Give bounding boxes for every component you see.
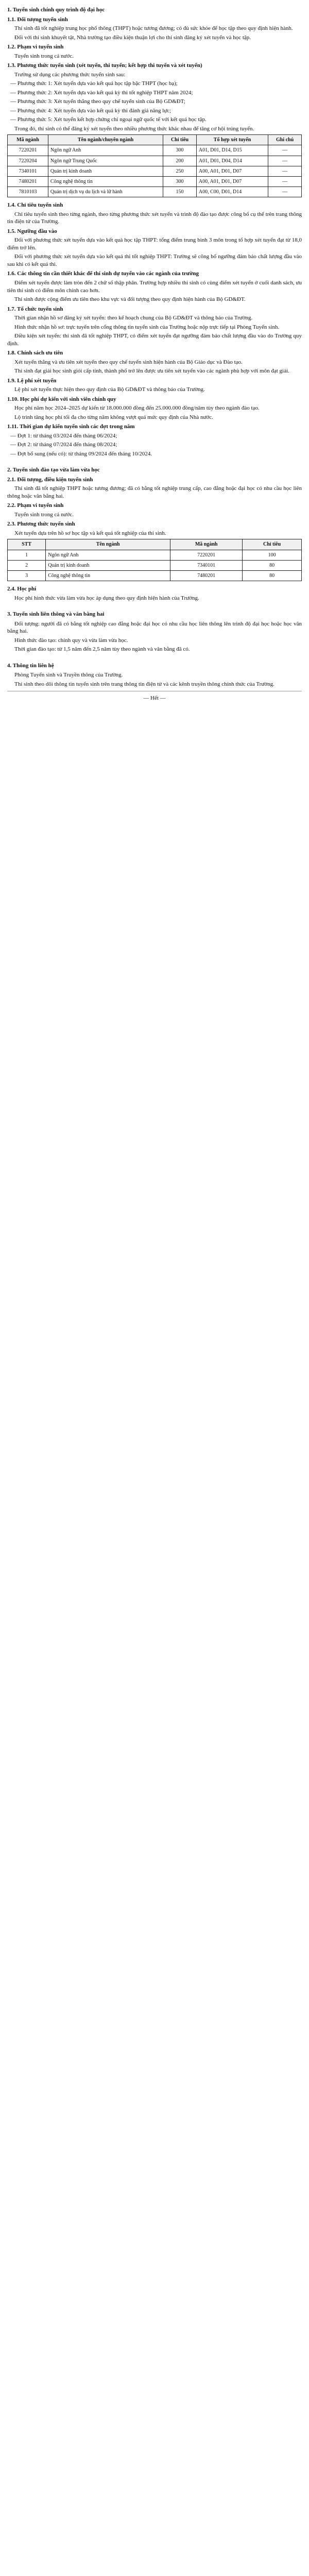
table-row — [8, 560, 302, 570]
paragraph: Phòng Tuyển sinh và Truyền thông của Trường. — [14, 672, 123, 679]
table-cell: 200 — [163, 156, 197, 166]
table-cell: — — [268, 166, 302, 176]
paragraph: Tuyển sinh trong cả nước. — [14, 53, 74, 59]
table-cell: 7220201 — [170, 550, 243, 560]
table-header-row — [8, 135, 302, 145]
table-cell: Ngôn ngữ Anh — [48, 145, 163, 156]
list-item: — Đợt bổ sung (nếu có): từ tháng 09/2024 đến tháng 10/2024. — [10, 450, 152, 457]
table-header-cell: Tên ngành/chuyên ngành — [48, 135, 163, 145]
paragraph: Xét tuyển dựa trên hồ sơ học tập và kết quả tốt nghiệp của thí sinh. — [14, 530, 166, 536]
majors-table — [7, 134, 302, 197]
table-header-cell: Tên ngành — [46, 539, 170, 550]
table-cell: 150 — [163, 187, 197, 197]
paragraph: Thời gian đào tạo: từ 1,5 năm đến 2,5 năm tùy theo ngành và văn bằng đã có. — [14, 646, 190, 653]
paragraph: Tuyển sinh trong cả nước. — [14, 511, 74, 518]
table-row — [8, 145, 302, 156]
table-cell: 80 — [243, 560, 302, 570]
part-time-majors-table — [7, 539, 302, 581]
paragraph: Lệ phí xét tuyển thực hiện theo quy định của Bộ GD&ĐT và thông báo của Trường. — [14, 386, 205, 393]
table-header-cell: Chỉ tiêu — [243, 539, 302, 550]
paragraph: Thí sinh được cộng điểm ưu tiên theo khu vực và đối tượng theo quy định hiện hành của Bộ GD&ĐT. — [14, 296, 246, 303]
paragraph: Trong đó, thí sinh có thể đăng ký xét tuyển theo nhiều phương thức khác nhau để tăng cơ hội trúng tuyển. — [14, 125, 254, 132]
subsection-heading: 2.1. Đối tượng, điều kiện tuyển sinh — [7, 476, 93, 483]
subsection-heading: 1.3. Phương thức tuyển sinh (xét tuyển, thi tuyển; kết hợp thi tuyển và xét tuyển) — [7, 62, 202, 69]
document-footer: — Hết — — [143, 695, 166, 702]
section-heading: 4. Thông tin liên hệ — [7, 662, 54, 669]
table-cell: A00, A01, D01, D07 — [196, 166, 268, 176]
table-cell: Ngôn ngữ Trung Quốc — [48, 156, 163, 166]
table-cell: Ngôn ngữ Anh — [46, 550, 170, 560]
paragraph: Thí sinh theo dõi thông tin tuyển sinh trên trang thông tin điện tử và các kênh truyền thông chính thức của Trường. — [14, 681, 274, 687]
table-row — [8, 550, 302, 560]
table-cell: A00, C00, D01, D14 — [196, 187, 268, 197]
table-row — [8, 176, 302, 187]
paragraph: Học phí năm học 2024–2025 dự kiến từ 18.000.000 đồng đến 25.000.000 đồng/năm tùy theo ngành đào tạo. — [14, 405, 260, 412]
list-item: — Đợt 2: từ tháng 07/2024 đến tháng 08/2024; — [10, 442, 117, 448]
table-header-row — [8, 539, 302, 550]
table-header-cell: STT — [8, 539, 46, 550]
section-heading: 2. Tuyển sinh đào tạo vừa làm vừa học — [7, 467, 100, 473]
table-cell: 7480201 — [8, 176, 48, 187]
paragraph: Đối với thí sinh khuyết tật, Nhà trường tạo điều kiện thuận lợi cho thí sinh đăng ký xét tuyển và học tập. — [14, 34, 251, 41]
table-cell: 7340101 — [170, 560, 243, 570]
paragraph: Hình thức đào tạo: chính quy và vừa làm vừa học. — [14, 637, 128, 643]
paragraph: Chỉ tiêu tuyển sinh theo từng ngành, theo từng phương thức xét tuyển và trình độ đào tạo được công bố cụ thể trên trang thông tin điện tử của Trường. — [7, 211, 302, 225]
table-cell: 2 — [8, 560, 46, 570]
subsection-heading: 1.6. Các thông tin cần thiết khác để thí sinh dự tuyển vào các ngành của trường — [7, 270, 199, 277]
table-cell: Quản trị dịch vụ du lịch và lữ hành — [48, 187, 163, 197]
paragraph: Xét tuyển thẳng và ưu tiên xét tuyển theo quy chế tuyển sinh hiện hành của Bộ Giáo dục và Đào tạo. — [14, 359, 243, 365]
subsection-heading: 1.2. Phạm vi tuyển sinh — [7, 44, 64, 50]
table-cell: Quản trị kinh doanh — [48, 166, 163, 176]
paragraph: Thời gian nhận hồ sơ đăng ký xét tuyển: theo kế hoạch chung của Bộ GD&ĐT và thông báo của Trường. — [14, 315, 253, 321]
table-cell: A00, A01, D01, D07 — [196, 176, 268, 187]
table-cell: Quản trị kinh doanh — [46, 560, 170, 570]
paragraph: Hình thức nhận hồ sơ: trực tuyến trên cổng thông tin tuyển sinh của Trường hoặc nộp trực tiếp tại Phòng Tuyển sinh. — [14, 324, 280, 330]
table-header-cell: Mã ngành — [8, 135, 48, 145]
table-cell: 1 — [8, 550, 46, 560]
table-row — [8, 166, 302, 176]
subsection-heading: 1.11. Thời gian dự kiến tuyển sinh các đợt trong năm — [7, 423, 135, 430]
table-row — [8, 187, 302, 197]
paragraph: Trường sử dụng các phương thức tuyển sinh sau: — [14, 71, 126, 78]
subsection-heading: 1.4. Chỉ tiêu tuyển sinh — [7, 202, 63, 209]
section-heading: 1. Tuyển sinh chính quy trình độ đại học — [7, 7, 105, 13]
table-cell: 80 — [243, 570, 302, 581]
table-cell: — — [268, 156, 302, 166]
table-cell: A01, D01, D14, D15 — [196, 145, 268, 156]
subsection-heading: 2.3. Phương thức tuyển sinh — [7, 521, 75, 528]
subsection-heading: 1.1. Đối tượng tuyển sinh — [7, 16, 68, 23]
paragraph: Thí sinh đã tốt nghiệp trung học phổ thông (THPT) hoặc tương đương; có đủ sức khỏe để học tập theo quy định hiện hành. — [14, 25, 293, 32]
paragraph: Lộ trình tăng học phí tối đa cho từng năm không vượt quá mức quy định của Nhà nước. — [14, 414, 213, 420]
paragraph: Thí sinh đã tốt nghiệp THPT hoặc tương đương; đã có bằng tốt nghiệp trung cấp, cao đẳng hoặc đại học có nhu cầu học liên thông hoặc văn bằng hai. — [7, 485, 302, 499]
table-cell: 7810103 — [8, 187, 48, 197]
subsection-heading: 1.7. Tổ chức tuyển sinh — [7, 306, 63, 312]
paragraph: Đối với phương thức xét tuyển dựa vào kết quả học tập THPT: tổng điểm trung bình 3 môn trong tổ hợp xét tuyển đạt từ 18,0 điểm trở lên. — [7, 237, 302, 251]
paragraph: Thí sinh đạt giải học sinh giỏi cấp tỉnh, thành phố trở lên được ưu tiên xét tuyển vào các ngành phù hợp với môn đạt giải. — [14, 368, 289, 375]
table-cell: 300 — [163, 176, 197, 187]
table-row — [8, 570, 302, 581]
list-item: — Phương thức 3: Xét tuyển thẳng theo quy chế tuyển sinh của Bộ GD&ĐT; — [10, 98, 185, 105]
table-cell: Công nghệ thông tin — [48, 176, 163, 187]
subsection-heading: 1.5. Ngưỡng đầu vào — [7, 228, 57, 234]
table-cell: 100 — [243, 550, 302, 560]
table-header-cell: Tổ hợp xét tuyển — [196, 135, 268, 145]
table-cell: 300 — [163, 145, 197, 156]
paragraph: Học phí hình thức vừa làm vừa học áp dụng theo quy định hiện hành của Trường. — [14, 595, 199, 601]
subsection-heading: 1.10. Học phí dự kiến với sinh viên chính quy — [7, 396, 116, 402]
paragraph: Điều kiện xét tuyển: thí sinh đã tốt nghiệp THPT, có điểm xét tuyển đạt ngưỡng đảm bảo chất lượng đầu vào do Trường quy định. — [7, 333, 302, 347]
list-item: — Phương thức 5: Xét tuyển kết hợp chứng chỉ ngoại ngữ quốc tế với kết quả học tập. — [10, 116, 207, 123]
subsection-heading: 2.2. Phạm vi tuyển sinh — [7, 502, 64, 509]
table-cell: — — [268, 187, 302, 197]
paragraph: Điểm xét tuyển được làm tròn đến 2 chữ số thập phân. Trường hợp nhiều thí sinh có cùng điểm xét tuyển ở cuối danh sách, ưu tiên thí sinh có điểm môn chính cao hơn. — [7, 279, 302, 294]
section-heading: 3. Tuyển sinh liên thông và văn bằng hai — [7, 611, 105, 618]
table-cell: Công nghệ thông tin — [46, 570, 170, 581]
list-item: — Đợt 1: từ tháng 03/2024 đến tháng 06/2024; — [10, 432, 117, 439]
table-header-cell: Chỉ tiêu — [163, 135, 197, 145]
table-cell: — — [268, 176, 302, 187]
list-item: — Phương thức 2: Xét tuyển dựa vào kết quả kỳ thi tốt nghiệp THPT năm 2024; — [10, 89, 193, 96]
table-cell: — — [268, 145, 302, 156]
subsection-heading: 2.4. Học phí — [7, 586, 37, 592]
paragraph: Đối tượng: người đã có bằng tốt nghiệp cao đẳng hoặc đại học có nhu cầu học liên thông lên trình độ đại học hoặc học văn bằng hai. — [7, 620, 302, 635]
table-cell: 250 — [163, 166, 197, 176]
list-item: — Phương thức 1: Xét tuyển dựa vào kết quả học tập bậc THPT (học bạ); — [10, 80, 178, 87]
table-cell: 7220204 — [8, 156, 48, 166]
subsection-heading: 1.8. Chính sách ưu tiên — [7, 350, 63, 357]
paragraph: Đối với phương thức xét tuyển dựa vào kết quả thi tốt nghiệp THPT: Trường sẽ công bố ngưỡng đảm bảo chất lượng đầu vào sau khi có kết quả thi. — [7, 253, 302, 267]
table-cell: 3 — [8, 570, 46, 581]
table-cell: A01, D01, D04, D14 — [196, 156, 268, 166]
table-cell: 7220201 — [8, 145, 48, 156]
document-page — [0, 0, 309, 714]
table-cell: 7480201 — [170, 570, 243, 581]
subsection-heading: 1.9. Lệ phí xét tuyển — [7, 377, 57, 384]
table-cell: 7340101 — [8, 166, 48, 176]
table-row — [8, 156, 302, 166]
table-header-cell: Mã ngành — [170, 539, 243, 550]
list-item: — Phương thức 4: Xét tuyển dựa vào kết quả kỳ thi đánh giá năng lực; — [10, 107, 171, 114]
table-header-cell: Ghi chú — [268, 135, 302, 145]
